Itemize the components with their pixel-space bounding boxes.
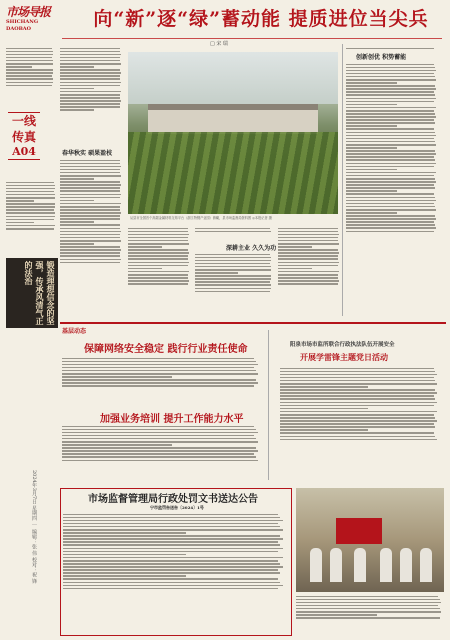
byline: □ 宋 瑞 [210,41,228,47]
event-photo [296,488,444,592]
subhead-right: 创新创优 积势蓄能 [356,54,407,61]
body-text-col4-top [195,226,273,238]
masthead-subtitle: SHICHANG DAOBAO [6,19,39,32]
page-headline: 向“新”逐“绿”蓄动能 提质进位当尖兵 [93,8,429,30]
body-text-col4 [195,252,273,316]
feature-photo [128,52,338,214]
page-sidebar-info: 2024年3月7日 星期四 ｜ 编辑：张 伟 校对：祝 锋 [31,470,37,584]
section-page: A04 [12,145,36,158]
band-rule [268,330,269,480]
body-text-col5 [278,226,340,316]
announcement-subtitle: 宁市监罚告送告〔2024〕1号 [150,505,204,510]
body-text-col1-top [6,46,54,106]
photo-caption: 从县市全国首个高端金属材料交易平台（浙江特钢产业园）俯瞰，县市场监督局资料图 ◎本报记者 摄 [130,216,272,220]
subhead-1: 春华秋实 硕果盈枝 [62,150,113,157]
quote-box: 锻造理想信念的坚强，传承风清气正的法治 [6,258,58,328]
body-text-right [346,62,438,316]
section-tag [8,112,40,160]
announcement-body [63,512,287,630]
event-photo-caption [296,594,444,634]
masthead-title: 市场导报 [6,5,51,19]
body-text-col2-top [60,46,122,146]
announcement-title: 市场监督管理局行政处罚文书送达公告 [88,494,258,505]
band-body-3 [280,366,440,478]
band-label: 基层动态 [62,328,87,335]
band-kicker-3: 阳泉市场市监所联合行政执法队伍开展安全 [290,342,395,348]
band-divider [60,322,446,324]
header-divider [62,38,442,39]
column-rule [342,44,343,316]
masthead [6,6,52,34]
section-name: 一线传真 [11,114,36,144]
body-text-col3 [128,226,190,316]
body-text-col2-bottom [60,158,122,316]
band-headline-1: 保障网络安全稳定 践行行业责任使命 [84,344,248,355]
band-headline-3: 开展学雷锋主题党日活动 [300,352,388,362]
band-headline-2: 加强业务培训 提升工作能力水平 [100,414,244,425]
band-body-1 [62,356,262,404]
body-text-col1-bottom [6,180,56,255]
subhead-2: 深耕主业 久久为功 [226,245,277,252]
band-body-2 [62,424,262,480]
